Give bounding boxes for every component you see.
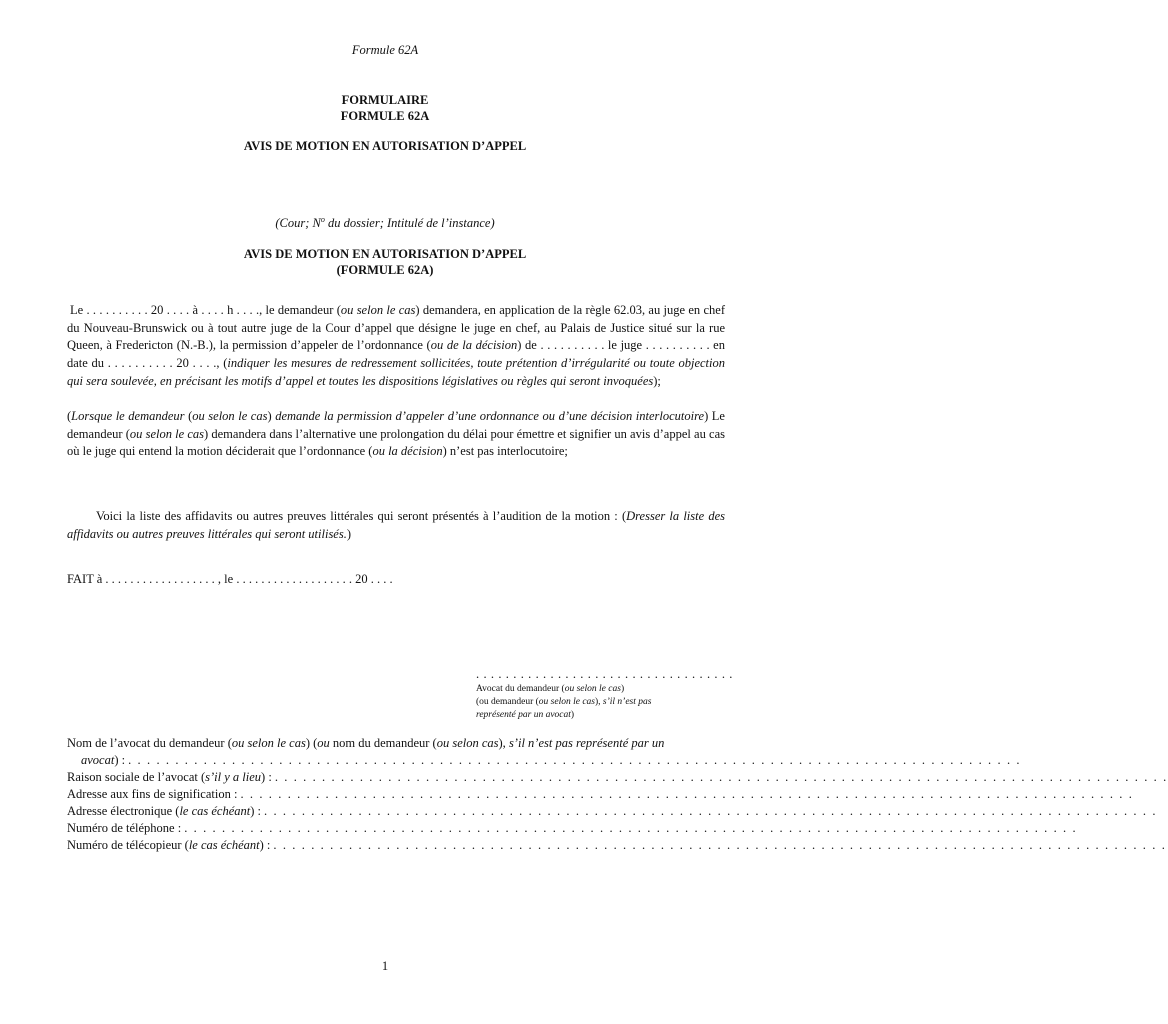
contact-adresse-electronique: Adresse électronique ( le cas échéant ) : . . . . . . . . . . . . . . . . . . . . . . . . . . . . . . . . . . . . . . . . . . . . . . . . . . . . . . . . . . . . . . . . . . . . . . . . . . . . . . . . . . . . . . . . . . . . . . .	[67, 804, 1158, 818]
running-header: Formule 62A	[351, 43, 419, 57]
court-line: (Cour; $N^o$ du dossier; Intitulé de l’instance)	[275, 215, 495, 230]
contact-info	[67, 735, 1168, 854]
subtitle-notice: AVIS DE MOTION EN AUTORISATION D’APPEL	[243, 247, 527, 261]
paragraph-motion: Le . . . . . . . . . . 20 . . . . à . . . . h . . . ., le demandeur (ou selon le cas) demandera, en application de la règle 62.03, au juge en chef du Nouveau-Brunswick ou à tout autre juge de la Cour d’appel que désigne le juge en chef, au Palais de Justice situé sur la rue Queen, à Fredericton (N.-B.), la permission d’appeler de l’ordonnance (ou de la décision) de . . . . . . . . . . le juge . . . . . . . . . . en date du . . . . . . . . . . 20 . . . ., (indiquer les mesures de redressement sollicitées, toute prétention d’irrégularité ou toute objection qui sera soulevée, en précisant les motifs d’appel et toutes les dispositions législatives ou règles qui seront invoquées);	[67, 303, 725, 388]
contact-raison-sociale: Raison sociale de l’avocat ( s’il y a lieu ) : . . . . . . . . . . . . . . . . . . . . . . . . . . . . . . . . . . . . . . . . . . . . . . . . . . . . . . . . . . . . . . . . . . . . . . . . . . . . . . . . . . . . . . . . . . . . . . .	[67, 770, 1168, 784]
contact-telecopieur: Numéro de télécopieur ( le cas échéant ) : . . . . . . . . . . . . . . . . . . . . . . . . . . . . . . . . . . . . . . . . . . . . . . . . . . . . . . . . . . . . . . . . . . . . . . . . . . . . . . . . . . . . . . . . . . . . . . .	[67, 838, 1167, 852]
contact-telephone: Numéro de téléphone : . . . . . . . . . . . . . . . . . . . . . . . . . . . . . . . . . . . . . . . . . . . . . . . . . . . . . . . . . . . . . . . . . . . . . . . . . . . . . . . . . . . . . . . . . . . . . . .	[67, 821, 1078, 835]
contact-name-line: Nom de l’avocat du demandeur (ou selon le cas) (ou nom du demandeur (ou selon cas), s’il n’est pas représenté par un	[67, 736, 665, 750]
fait-line: FAIT à . . . . . . . . . . . . . . . . . . , le . . . . . . . . . . . . . . . . . . . 20 . . . .	[67, 572, 393, 586]
signature-line-3: représenté par un avocat)	[476, 710, 575, 721]
signature-dots: . . . . . . . . . . . . . . . . . . . . . . . . . . . . . . . . . . .	[476, 667, 734, 681]
subtitle-form-number: (FORMULE 62A)	[336, 263, 434, 277]
signature-line-2: (ou demandeur (ou selon le cas), s’il n’est pas	[476, 697, 652, 708]
page-number: 1	[381, 959, 389, 973]
contact-adresse-signification: Adresse aux fins de signification : . . . . . . . . . . . . . . . . . . . . . . . . . . . . . . . . . . . . . . . . . . . . . . . . . . . . . . . . . . . . . . . . . . . . . . . . . . . . . . . . . . . . . . . . . . . . . . .	[67, 787, 1134, 801]
paragraph-alternative: (Lorsque le demandeur (ou selon le cas) demande la permission d’appeler d’une ordonnance ou d’une décision interlocutoire) Le demandeur (ou selon le cas) demandera dans l’alternative une prolongation du délai pour émettre et signifier un avis d’appel au cas où le juge qui entend la motion déciderait que l’ordonnance (ou la décision) n’est pas interlocutoire;	[67, 409, 725, 459]
signature-line-1: Avocat du demandeur (ou selon le cas)	[476, 684, 625, 694]
contact-name-line-2: avocat ) : . . . . . . . . . . . . . . . . . . . . . . . . . . . . . . . . . . . . . . . . . . . . . . . . . . . . . . . . . . . . . . . . . . . . . . . . . . . . . . . . . . . . . . . . . . . . . . .	[81, 753, 1022, 767]
title-formulaire: FORMULAIRE	[341, 93, 429, 107]
title-notice: AVIS DE MOTION EN AUTORISATION D’APPEL	[243, 139, 527, 153]
paragraph-affidavits: Voici la liste des affidavits ou autres preuves littérales qui seront présentés à l’audition de la motion : (Dresser la liste des affidavits ou autres preuves littérales qui seront utilisés.)	[67, 509, 725, 541]
signature-block	[476, 666, 734, 722]
title-form-number: FORMULE 62A	[340, 109, 430, 123]
